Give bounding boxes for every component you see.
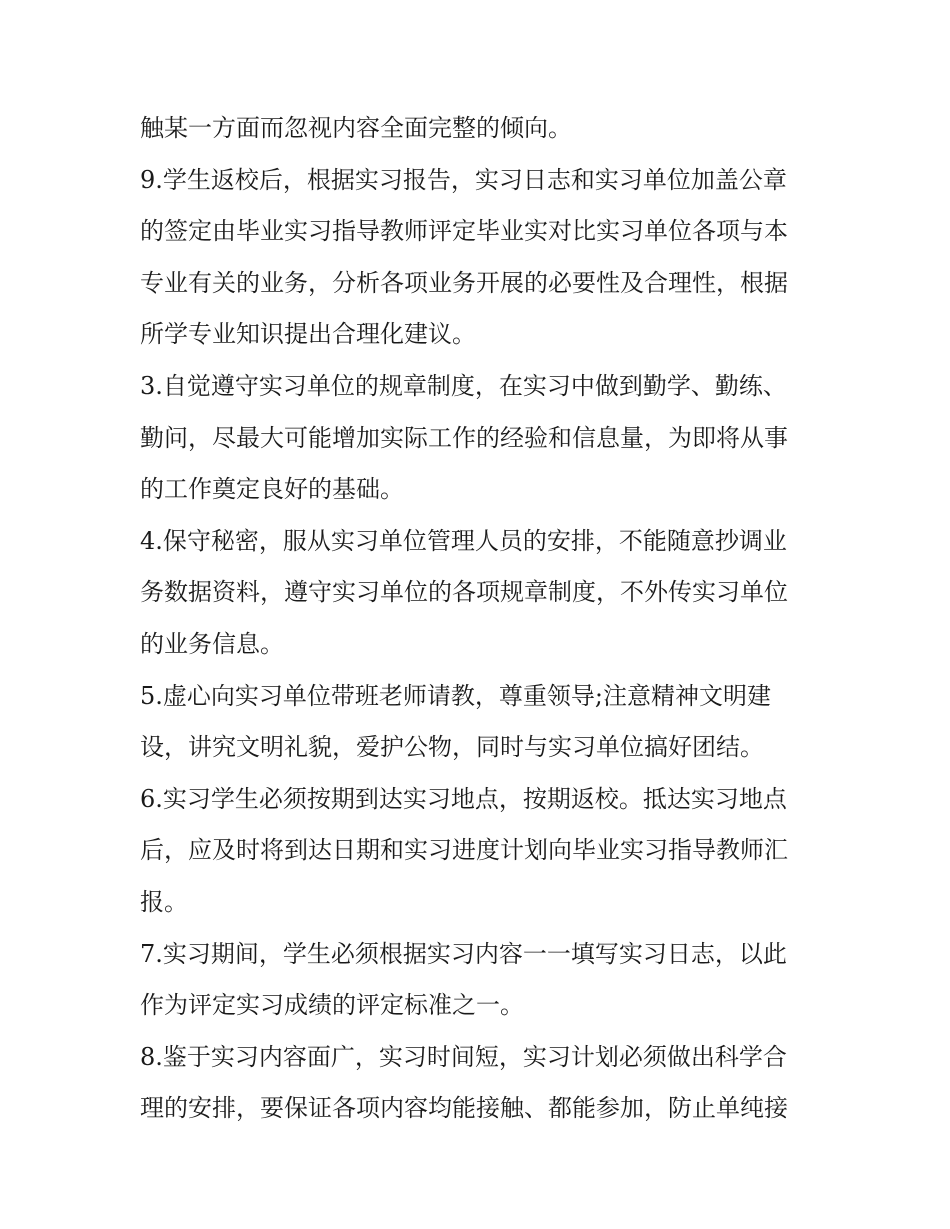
paragraph-item-3 <box>140 361 830 516</box>
text-line: 的签定由毕业实习指导教师评定毕业实对比实习单位各项与本 <box>140 217 788 246</box>
text-line: 的工作奠定良好的基础。 <box>140 475 404 504</box>
paragraph-item-5 <box>140 671 830 774</box>
paragraph-item-7 <box>140 929 830 1032</box>
document-body <box>140 103 830 1135</box>
text-line: 设，讲究文明礼貌，爱护公物，同时与实习单位搞好团结。 <box>140 733 764 762</box>
paragraph-item-6 <box>140 774 830 929</box>
text-line: 作为评定实习成绩的评定标准之一。 <box>140 991 524 1020</box>
text-line: 7.实习期间，学生必须根据实习内容一一填写实习日志，以此 <box>140 939 787 968</box>
text-line: 勤问，尽最大可能增加实际工作的经验和信息量，为即将从事 <box>140 423 788 452</box>
paragraph-continuation <box>140 103 830 155</box>
text-line: 9.学生返校后，根据实习报告，实习日志和实习单位加盖公章 <box>140 165 787 194</box>
text-line: 的业务信息。 <box>140 629 284 658</box>
paragraph-item-8 <box>140 1032 830 1135</box>
text-line: 所学专业知识提出合理化建议。 <box>140 320 476 349</box>
paragraph-item-9 <box>140 155 830 361</box>
text-line: 后，应及时将到达日期和实习进度计划向毕业实习指导教师汇 <box>140 836 788 865</box>
text-line: 6.实习学生必须按期到达实习地点，按期返校。抵达实习地点 <box>140 784 787 813</box>
text-line: 报。 <box>140 887 188 916</box>
text-line: 理的安排，要保证各项内容均能接触、都能参加，防止单纯接 <box>140 1094 788 1123</box>
text-line: 8.鉴于实习内容面广，实习时间短，实习计划必须做出科学合 <box>140 1042 787 1071</box>
text-line: 专业有关的业务，分析各项业务开展的必要性及合理性，根据 <box>140 268 788 297</box>
text-line: 触某一方面而忽视内容全面完整的倾向。 <box>140 114 572 142</box>
paragraph-item-4 <box>140 516 830 671</box>
text-line: 5.虚心向实习单位带班老师请教，尊重领导;注意精神文明建 <box>140 681 771 710</box>
text-line: 3.自觉遵守实习单位的规章制度，在实习中做到勤学、勤练、 <box>140 371 787 400</box>
text-line: 务数据资料，遵守实习单位的各项规章制度，不外传实习单位 <box>140 578 788 607</box>
text-line: 4.保守秘密，服从实习单位管理人员的安排，不能随意抄调业 <box>140 526 787 555</box>
